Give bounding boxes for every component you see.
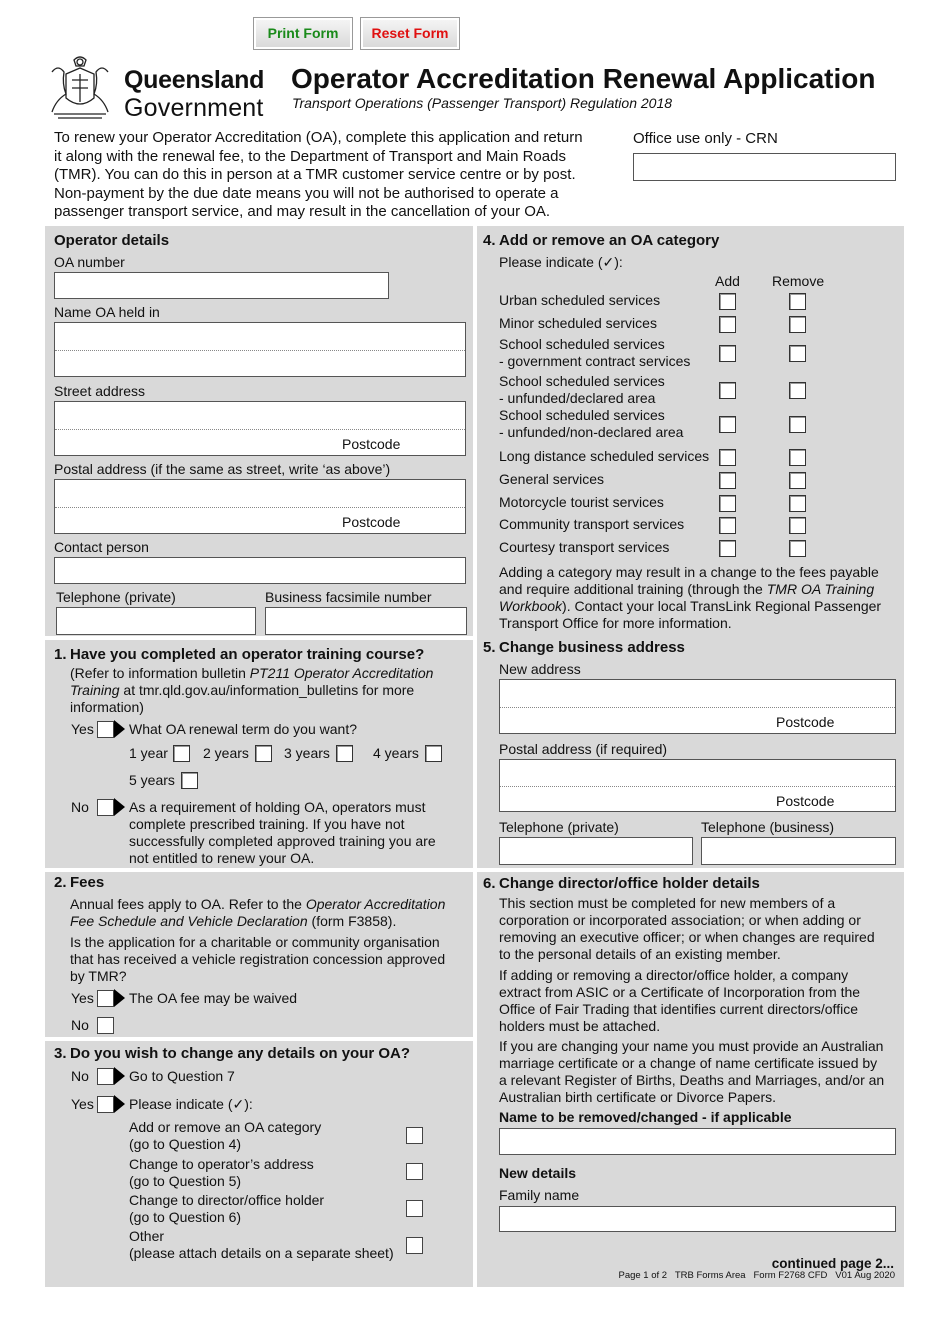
q4-add-checkbox[interactable] — [719, 517, 736, 534]
q4-category-label: School scheduled services - government contract services — [499, 336, 691, 369]
page-subtitle: Transport Operations (Passenger Transport) Regulation 2018 — [292, 95, 673, 111]
term-1-year-checkbox[interactable] — [173, 745, 190, 762]
q4-category-label: Community transport services — [499, 516, 685, 532]
term-4-years-label: 4 years — [373, 745, 419, 761]
q4-remove-checkbox[interactable] — [789, 472, 806, 489]
q2-yes-checkbox[interactable] — [97, 990, 114, 1007]
form-meta: Page 1 of 2 TRB Forms Area Form F2768 CFD V01 Aug 2020 — [618, 1270, 895, 1281]
q4-add-checkbox[interactable] — [719, 416, 736, 433]
q6-family-name-label: Family name — [499, 1187, 580, 1203]
q4-category-label: Motorcycle tourist services — [499, 494, 664, 510]
term-4-years-checkbox[interactable] — [425, 745, 442, 762]
q5-new-address-label: New address — [499, 661, 581, 677]
q3-option-category: Add or remove an OA category (go to Question 4) — [129, 1119, 322, 1152]
telephone-private-label: Telephone (private) — [56, 589, 176, 605]
q3-number: 3. — [54, 1045, 67, 1062]
continued-label: continued page 2... — [771, 1256, 894, 1271]
q4-add-checkbox[interactable] — [719, 472, 736, 489]
logo-text-queensland: Queensland — [124, 66, 265, 94]
q5-tel-business-field[interactable] — [701, 837, 896, 865]
term-3-years-checkbox[interactable] — [336, 745, 353, 762]
q2-no-label: No — [71, 1017, 89, 1033]
q4-remove-checkbox[interactable] — [789, 495, 806, 512]
q4-remove-header: Remove — [772, 273, 825, 289]
q5-postal-postcode-label: Postcode — [776, 793, 835, 809]
street-postcode-label: Postcode — [342, 436, 401, 452]
q2-number: 2. — [54, 874, 67, 891]
q4-add-checkbox[interactable] — [719, 316, 736, 333]
q5-number: 5. — [483, 639, 496, 656]
q3-no-checkbox[interactable] — [97, 1068, 114, 1085]
q3-option-other-checkbox[interactable] — [406, 1237, 423, 1254]
q3-no-text: Go to Question 7 — [129, 1068, 235, 1084]
q6-heading: Change director/office holder details — [499, 875, 760, 892]
telephone-private-field[interactable] — [56, 607, 256, 635]
q4-remove-checkbox[interactable] — [789, 449, 806, 466]
page-title: Operator Accreditation Renewal Application — [291, 63, 876, 94]
q3-option-category-checkbox[interactable] — [406, 1127, 423, 1144]
q4-number: 4. — [483, 232, 496, 249]
term-5-years-label: 5 years — [129, 772, 175, 788]
street-address-field[interactable] — [54, 401, 466, 456]
contact-person-field[interactable] — [54, 557, 466, 584]
q4-add-checkbox[interactable] — [719, 540, 736, 557]
oa-number-field[interactable] — [54, 272, 389, 299]
q5-new-address-field[interactable] — [499, 679, 896, 734]
q6-new-details-label: New details — [499, 1165, 577, 1181]
term-3-years-label: 3 years — [284, 745, 330, 761]
q1-reference: (Refer to information bulletin PT211 Operator Accreditation Training at tmr.qld.gov.au/information_bulletins for more information) — [70, 665, 434, 715]
operator-details-heading: Operator details — [54, 232, 170, 249]
q1-no-checkbox[interactable] — [97, 799, 114, 816]
q4-category-label: School scheduled services - unfunded/declared area — [499, 373, 665, 406]
q1-yes-arrow-icon — [114, 720, 125, 738]
q3-yes-checkbox[interactable] — [97, 1096, 114, 1113]
q5-tel-private-field[interactable] — [499, 837, 693, 865]
q4-remove-checkbox[interactable] — [789, 293, 806, 310]
name-held-field[interactable] — [54, 322, 466, 377]
q6-name-removed-field[interactable] — [499, 1128, 896, 1155]
q4-remove-checkbox[interactable] — [789, 416, 806, 433]
q6-number: 6. — [483, 875, 496, 892]
q1-no-arrow-icon — [114, 798, 125, 816]
q4-category-label: School scheduled services - unfunded/non-declared area — [499, 407, 684, 440]
q5-heading: Change business address — [499, 639, 685, 656]
facsimile-field[interactable] — [265, 607, 467, 635]
q4-category-label: General services — [499, 471, 605, 487]
q6-para2: If adding or removing a director/office holder, a company extract from ASIC or a Certificate of Incorporation from the Office of Fair Trading that identifies current directors/office holders must be attached. — [499, 967, 861, 1034]
facsimile-label: Business facsimile number — [265, 589, 432, 605]
q5-tel-business-label: Telephone (business) — [701, 819, 835, 835]
q1-no-label: No — [71, 799, 89, 815]
q3-option-address: Change to operator’s address (go to Question 5) — [129, 1156, 314, 1189]
term-2-years-checkbox[interactable] — [255, 745, 272, 762]
q2-yes-text: The OA fee may be waived — [129, 990, 298, 1006]
q2-yes-label: Yes — [71, 990, 94, 1006]
term-1-year-label: 1 year — [129, 745, 168, 761]
q5-postal-field[interactable] — [499, 759, 896, 812]
q2-no-checkbox[interactable] — [97, 1017, 114, 1034]
q4-add-checkbox[interactable] — [719, 345, 736, 362]
q2-yes-arrow-icon — [114, 989, 125, 1007]
q4-add-checkbox[interactable] — [719, 382, 736, 399]
q4-heading: Add or remove an OA category — [499, 232, 720, 249]
q4-remove-checkbox[interactable] — [789, 345, 806, 362]
q2-question: Is the application for a charitable or community organisation that has received a vehicle registration concession approved by TMR? — [70, 934, 446, 984]
q2-fees-text: Annual fees apply to OA. Refer to the Operator Accreditation Fee Schedule and Vehicle Declaration (form F3858). — [70, 896, 446, 929]
q5-tel-private-label: Telephone (private) — [499, 819, 619, 835]
logo-text-government: Government — [124, 94, 264, 122]
postal-address-field[interactable] — [54, 479, 466, 534]
q3-option-other: Other (please attach details on a separate sheet) — [129, 1228, 394, 1261]
q4-remove-checkbox[interactable] — [789, 382, 806, 399]
q3-no-label: No — [71, 1068, 89, 1084]
q5-postal-label: Postal address (if required) — [499, 741, 668, 757]
oa-number-label: OA number — [54, 254, 125, 270]
q4-add-checkbox[interactable] — [719, 495, 736, 512]
q4-remove-checkbox[interactable] — [789, 517, 806, 534]
q4-category-label: Urban scheduled services — [499, 292, 661, 308]
q4-remove-checkbox[interactable] — [789, 540, 806, 557]
q6-name-removed-label: Name to be removed/changed - if applicable — [499, 1109, 792, 1125]
q1-yes-label: Yes — [71, 721, 94, 737]
q3-option-address-checkbox[interactable] — [406, 1163, 423, 1180]
street-address-label: Street address — [54, 383, 146, 399]
q3-option-director: Change to director/office holder (go to Question 6) — [129, 1192, 325, 1225]
q3-yes-arrow-icon — [114, 1095, 125, 1113]
postal-postcode-label: Postcode — [342, 514, 401, 530]
q4-note: Adding a category may result in a change to the fees payable and require additional training (through the TMR OA Training Workbook). Contact your local TransLink Regional Passenger Transport Office for more information. — [499, 564, 882, 631]
q3-yes-text: Please indicate (✓): — [129, 1096, 253, 1112]
q3-no-arrow-icon — [114, 1067, 125, 1085]
q6-para1: This section must be completed for new members of a corporation or incorporated association; or when adding or removing an executive officer; or when changes are required to the personal details of an existing member. — [499, 895, 875, 962]
q1-no-text: As a requirement of holding OA, operators must complete prescribed training. If you have not successfully completed approved training you are not entitled to renew your OA. — [129, 799, 436, 866]
q4-indicate: Please indicate (✓): — [499, 254, 623, 270]
postal-address-label: Postal address (if the same as street, write ‘as above’) — [54, 461, 391, 477]
q1-yes-checkbox[interactable] — [97, 721, 114, 738]
q4-category-label: Minor scheduled services — [499, 315, 657, 331]
q3-option-director-checkbox[interactable] — [406, 1200, 423, 1217]
reset-form-button[interactable]: Reset Form — [360, 17, 460, 50]
term-2-years-label: 2 years — [203, 745, 249, 761]
q4-category-label: Long distance scheduled services — [499, 448, 710, 464]
q4-add-header: Add — [715, 273, 740, 289]
print-form-button[interactable]: Print Form — [253, 17, 353, 50]
q2-heading: Fees — [70, 874, 105, 891]
q1-heading: Have you completed an operator training course? — [70, 646, 425, 663]
intro-text: To renew your Operator Accreditation (OA), complete this application and return it along with the renewal fee, to the Department of Transport and Main Roads (TMR). You can do this in person at a TMR customer service centre or by post. Non-payment by the due date means you will not be authorised to operate a passenger transport service, and may result in the cancellation of your OA. — [54, 129, 583, 220]
q5-postcode-label: Postcode — [776, 714, 835, 730]
q4-add-checkbox[interactable] — [719, 293, 736, 310]
queensland-crest-logo — [44, 54, 116, 122]
q6-family-name-field[interactable] — [499, 1206, 896, 1232]
q3-heading: Do you wish to change any details on your OA? — [70, 1045, 411, 1062]
q1-number: 1. — [54, 646, 67, 663]
crn-field[interactable] — [633, 153, 896, 181]
contact-person-label: Contact person — [54, 539, 149, 555]
q4-category-label: Courtesy transport services — [499, 539, 670, 555]
q4-add-checkbox[interactable] — [719, 449, 736, 466]
name-held-label: Name OA held in — [54, 304, 160, 320]
q6-para3: If you are changing your name you must provide an Australian marriage certificate or a change of name certificate issued by a relevant Register of Births, Deaths and Marriages, and/or an Australian birth certificate or Divorce Papers. — [499, 1038, 885, 1105]
term-5-years-checkbox[interactable] — [181, 772, 198, 789]
q4-remove-checkbox[interactable] — [789, 316, 806, 333]
q1-term-question: What OA renewal term do you want? — [129, 721, 357, 737]
office-use-label: Office use only - CRN — [633, 130, 778, 147]
q3-yes-label: Yes — [71, 1096, 94, 1112]
